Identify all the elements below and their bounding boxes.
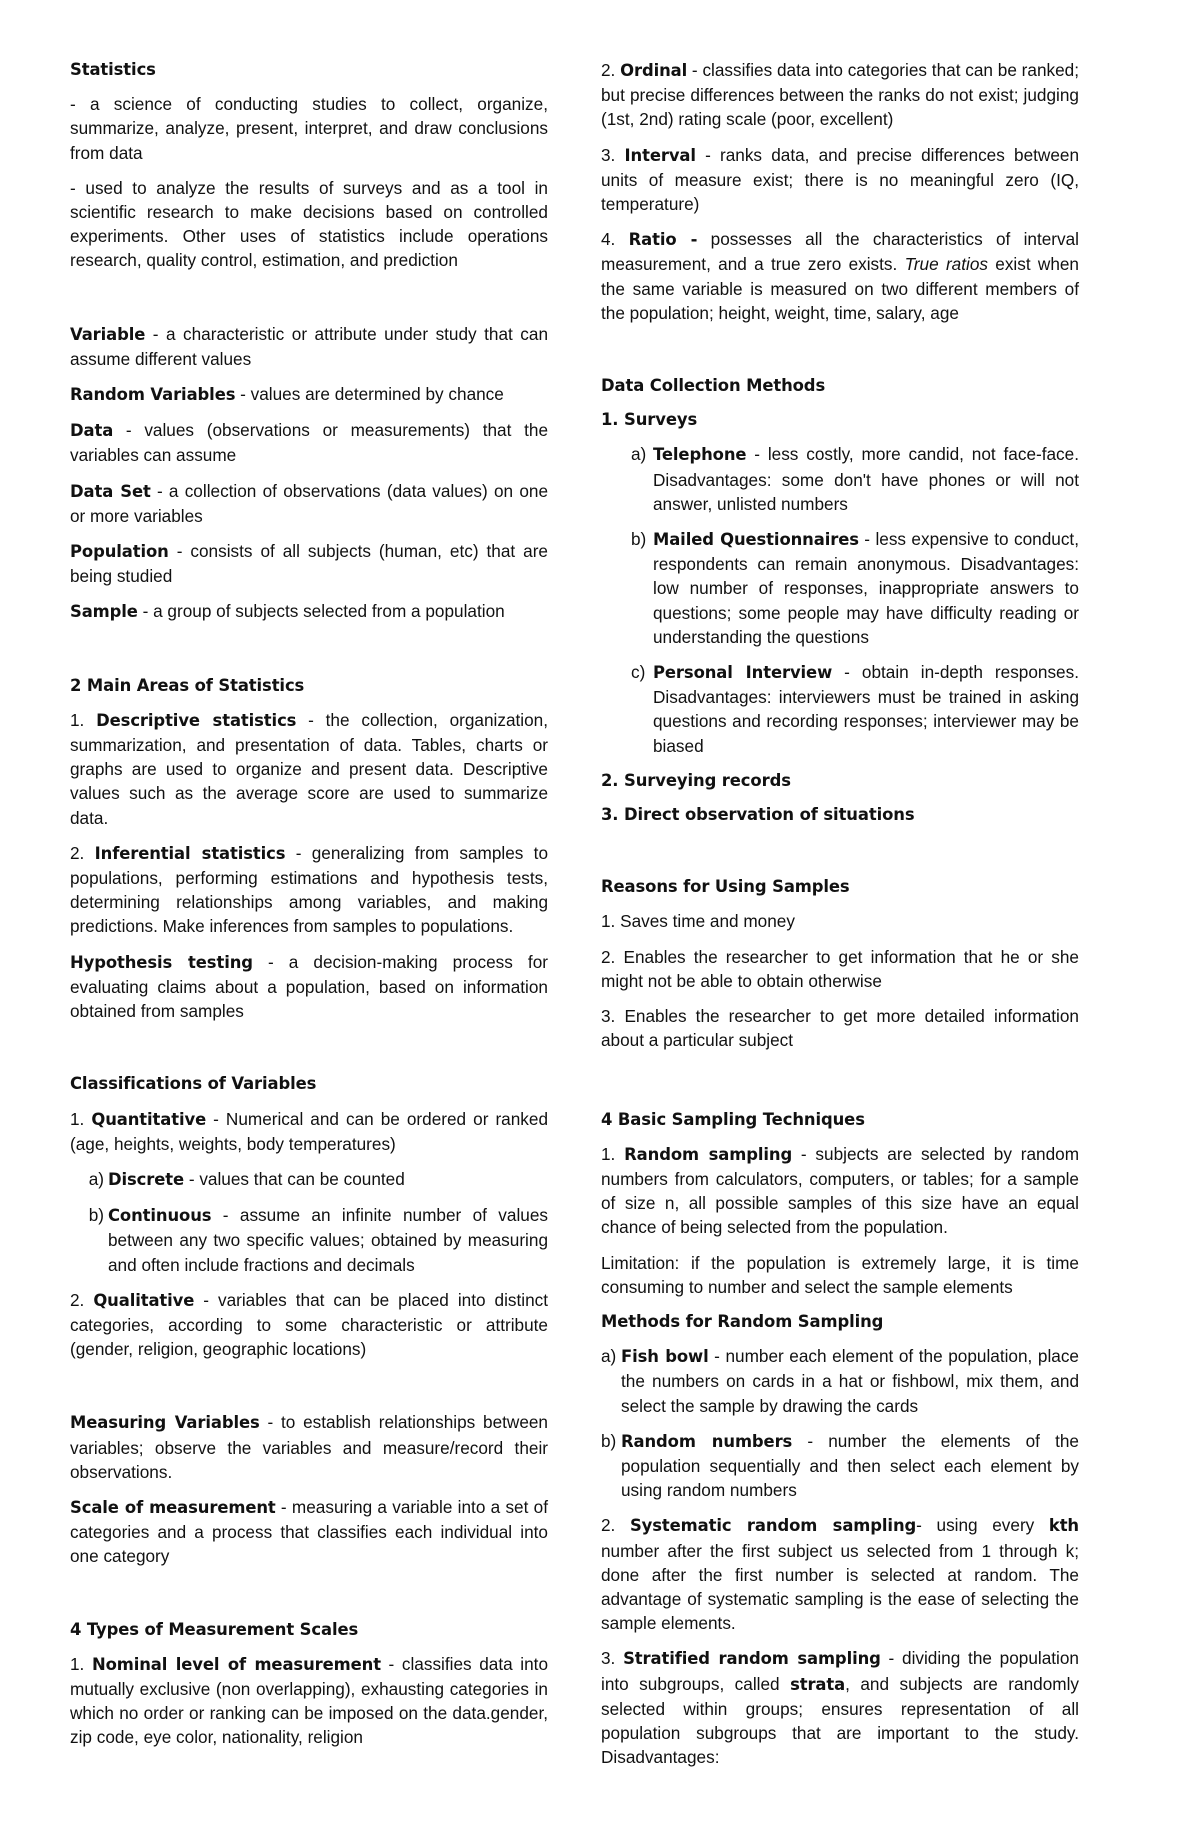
term: Discrete [108,1169,185,1189]
fish-bowl-item: a) Fish bowl - number each element of the population, place the numbers on cards in a hat or fishbowl, mix them, and select the sample by drawing the cards [601,1346,1079,1416]
term: Random Variables [70,385,236,405]
strata-term: strata [790,1674,846,1694]
reasons-heading: Reasons for Using Samples [601,877,850,897]
random-numbers-item: b) Random numbers - number the elements of the population sequentially and then select each element by using random numbers [601,1430,1079,1501]
descriptive-statistics: 1. Descriptive statistics - the collection, organization, summarization, and presentation of data. Tables, charts or graphs are used to organize and present data. Descriptive values such as the average score are used to summarize data. [70,709,548,828]
sample-def: Sample - a group of subjects selected from a population [70,601,505,622]
qualitative: 2. Qualitative - variables that can be placed into distinct categories, according to some characteristic or attribute (gender, religion, geographic locations) [70,1289,549,1360]
right-column [601,58,1079,1780]
term: Random numbers [621,1431,793,1451]
term: Continuous [108,1206,212,1226]
variable-def: Variable - a characteristic or attribute under study that can assume different values [70,323,548,369]
scale-of-measurement: Scale of measurement - measuring a variable into a set of categories and a process that classifies each individual into one category [70,1496,548,1567]
surveys-heading: 1. Surveys [601,410,698,430]
hypothesis-testing: Hypothesis testing - a decision-making process for evaluating claims about a population, based on information obtained from samples [70,951,548,1022]
term: Qualitative [93,1290,195,1310]
italic-term: True ratios [904,254,988,275]
dataset-def: Data Set - a collection of observations (data values) on one or more variables [70,480,548,526]
telephone-item: a) Telephone - less costly, more candid, not face-face. Disadvantages: some don't have phones or will not answer, unlisted numbers [631,444,1079,514]
nominal-level: 1. Nominal level of measurement - classifies data into mutually exclusive (non overlapping), exhausting categories in which no order or ranking can be imposed on the data.gender, zip code, eye color, nationality, religion [70,1653,549,1748]
term: Stratified random sampling [623,1649,881,1669]
statistics-def-1: - a science of conducting studies to collect, organize, summarize, analyze, present, interpret, and draw conclusions from data [70,94,548,163]
inferential-statistics: 2. Inferential statistics - generalizing from samples to populations, performing estimations and hypothesis tests, determining relationships among variables, and making predictions. Make inferences from samples to populations. [70,842,549,937]
term: Measuring Variables [70,1413,260,1433]
surveying-records-heading: 2. Surveying records [601,770,791,790]
term: Mailed Questionnaires [653,530,859,550]
term: Data [70,421,114,441]
direct-observation-heading: 3. Direct observation of situations [601,805,915,825]
mailed-questionnaires-item: b) Mailed Questionnaires - less expensive to conduct, respondents can remain anonymous. Disadvantages: low number of responses, inappropriate answers to questions; some people may have difficulty reading or understanding the questions [631,529,1079,647]
term: Personal Interview [653,663,833,683]
systematic-sampling: 2. Systematic random sampling- using every kth number after the first subject us selected from 1 through k; done after the first number is selected at random. The advantage of systematic sampling is the ease of selecting the sample elements. [601,1515,1079,1634]
random-variables-def: Random Variables - values are determined by chance [70,384,504,405]
reason-2: 2. Enables the researcher to get information that he or she might not be able to obtain otherwise [601,946,1079,991]
methods-heading: Methods for Random Sampling [601,1311,884,1331]
data-collection-heading: Data Collection Methods [601,376,826,396]
measurement-scales-heading: 4 Types of Measurement Scales [70,1619,359,1639]
random-sampling: 1. Random sampling - subjects are selected by random numbers from calculators, computers, or tables; for a sample of size n, all possible samples of this size have an equal chance of being selected from the population. [601,1143,1080,1238]
ordinal-level: 2. Ordinal - classifies data into categories that can be ranked; but precise differences between the ranks do not exist; judging (1st, 2nd) rating scale (poor, excellent) [601,60,1079,130]
interval-level: 3. Interval - ranks data, and precise differences between units of measure exist; there is no meaningful zero (IQ, temperature) [601,144,1079,215]
term: Random sampling [624,1144,793,1164]
statistics-def-2: - used to analyze the results of surveys and as a tool in scientific research to make decisions based on controlled experiments. Other uses of statistics include operations research, quality control, estimation, and prediction [70,177,548,271]
continuous-item: b) Continuous - assume an infinite number of values between any two specific values; obtained by measuring and often include fractions and decimals [88,1205,548,1275]
left-column [70,58,548,1761]
term: Fish bowl [621,1347,709,1367]
term: Interval [624,145,696,165]
data-def: Data - values (observations or measurements) that the variables can assume [70,420,548,466]
term: Inferential statistics [94,843,286,863]
term: Population [70,542,169,562]
term: Scale of measurement [70,1497,276,1517]
personal-interview-item: c) Personal Interview - obtain in-depth responses. Disadvantages: interviewers must be trained in asking questions and recording responses; interviewer may be biased [631,662,1079,756]
ratio-level: 4. Ratio - possesses all the characteristics of interval measurement, and a true zero exists. True ratios exist when the same variable is measured on two different members of the population; height, weight, time, salary, age [601,229,1080,323]
term: Variable [70,324,146,344]
term: Quantitative [91,1109,207,1129]
quantitative: 1. Quantitative - Numerical and can be ordered or ranked (age, heights, weights, body temperatures) [70,1108,549,1154]
term: Systematic random sampling [629,1516,917,1536]
term: Sample [70,602,138,622]
term: Data Set [70,481,151,501]
limitation: Limitation: if the population is extremely large, it is time consuming to number and select the sample elements [601,1252,1079,1297]
population-def: Population - consists of all subjects (human, etc) that are being studied [70,541,548,587]
reason-1: 1. Saves time and money [601,911,795,932]
term: Ordinal [620,61,688,80]
measuring-variables: Measuring Variables - to establish relationships between variables; observe the variables and measure/record their observations. [70,1412,548,1482]
reason-3: 3. Enables the researcher to get more detailed information about a particular subject [601,1006,1079,1051]
sampling-techniques-heading: 4 Basic Sampling Techniques [601,1109,865,1129]
classifications-heading: Classifications of Variables [70,1074,317,1094]
term: Ratio - [628,230,698,250]
term: Telephone [653,445,747,465]
term: Hypothesis testing [70,952,253,972]
stratified-sampling: 3. Stratified random sampling - dividing the population into subgroups, called strata, and subjects are randomly selected within groups; ensures representation of all population subgroups that are important to the study. Disadvantages: [601,1648,1079,1768]
kth-term: kth [1048,1516,1079,1536]
main-areas-heading: 2 Main Areas of Statistics [70,675,305,695]
term: Nominal level of measurement [91,1654,381,1674]
term: Descriptive statistics [96,710,297,730]
statistics-heading: Statistics [70,60,156,79]
discrete-item: a) Discrete - values that can be counted [88,1168,405,1189]
